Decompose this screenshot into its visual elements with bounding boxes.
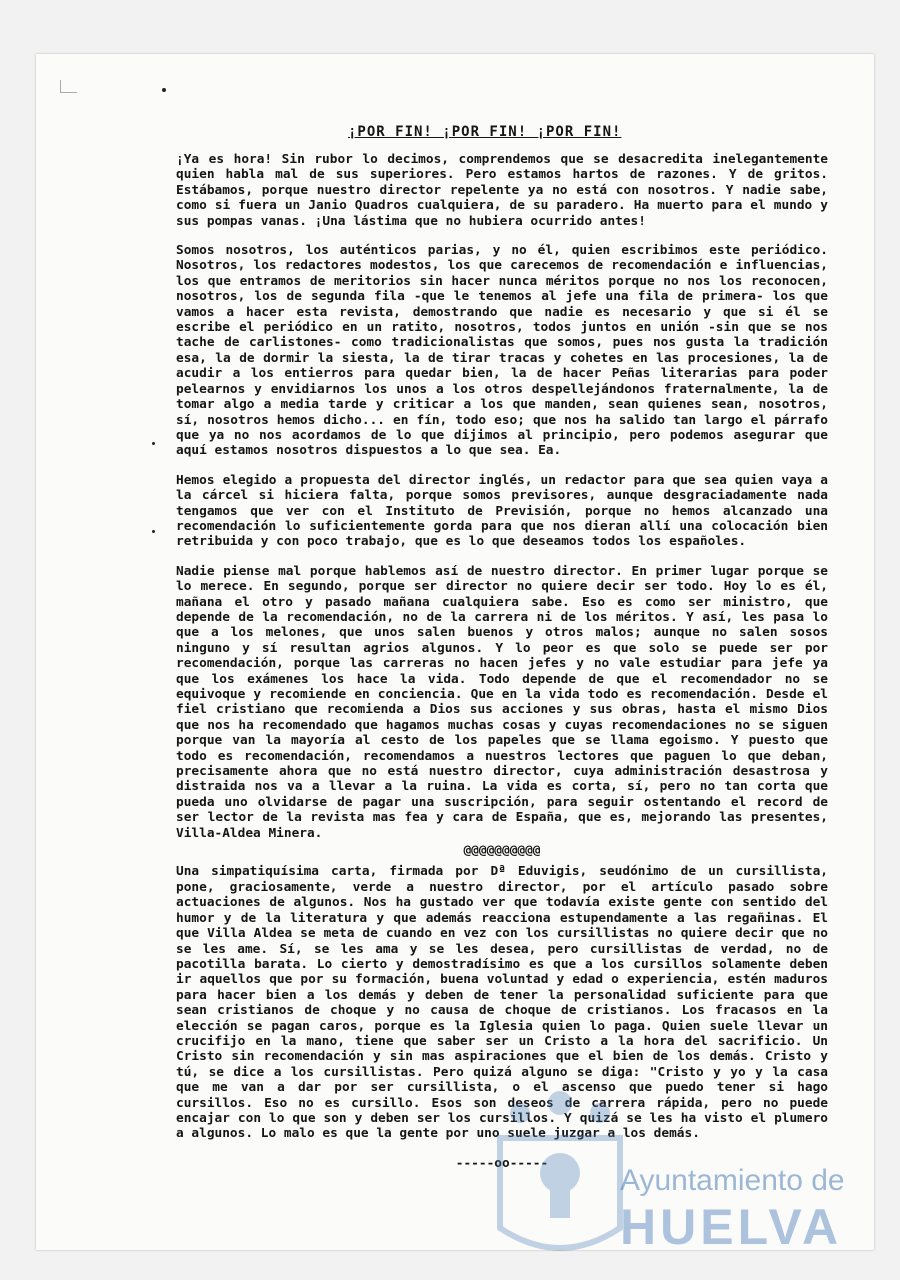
document-title: ¡POR FIN! ¡POR FIN! ¡POR FIN! (348, 124, 622, 140)
watermark-title: Ayuntamiento de (620, 1164, 845, 1197)
section-separator: @@@@@@@@@@ (463, 843, 541, 859)
corner-mark (60, 80, 77, 93)
document-body (176, 152, 828, 1177)
paragraph-4: Nadie piense mal porque hablemos así de nuestro director. En primer lugar porque se lo merece. En segundo, porque ser director no quiere decir ser todo. Hoy lo es él, mañana el otro y pasado mañana cualquiera sabe. Eso es como ser ministro, que depende de la recomendación, no de la carrera ni de los méritos. Y así, les pasa lo que a los melones, que unos salen buenos y otros malos; aunque no salen sosos ninguno y sí resultan agrios algunos. Y lo peor es que solo se puede ser por recomendación, porque las carreras no hacen jefes y no vale estudiar para jefe ya que los exámenes los hace la vida. Todo depende de que el recomendador no se equivoque y recomiende en conciencia. Que en la vida todo es recomendación. Desde el fiel cristiano que recomienda a Dios sus acciones y sus obras, hasta el mismo Dios que nos ha recomendado que hagamos muchas cosas y cuyas recomendaciones no se siguen porque van la mayoría al cesto de los papeles que se llama egoismo. Y puesto que todo es recomendación, recomendamos a nuestros lectores que paguen lo que deban, precisamente ahora que no está nuestro director, cuya administración desastrosa y distraida nos va a llevar a la ruina. La vida es corta, sí, pero no tan corta que pueda uno olvidarse de pagar una suscripción, para seguir ostentando el record de ser lector de la revista mas fea y cara de España, que es, mejorando las presentes, Villa-Aldea Minera. (176, 563, 828, 841)
end-mark: -----oo----- (455, 1155, 549, 1171)
ink-dot (152, 530, 155, 533)
paragraph-3: Hemos elegido a propuesta del director inglés, un redactor para que sea quien vaya a la cárcel si hiciera falta, porque somos previsores, aunque desgraciadamente nada tengamos que ver con el Instituto de Previsión, porque no hemos alcanzado una recomendación lo suficientemente gorda para que nos dieran allí una colocación bien retribuida y con poco trabajo, que es lo que deseamos todos los españoles. (176, 472, 828, 550)
paragraph-5: Una simpatiquísima carta, firmada por Dª Eduvigis, seudónimo de un cursillista, pone, graciosamente, verde a nuestro director, por el artículo pasado sobre actuaciones de algunos. Nos ha gustado ver que todavía existe gente con sentido del humor y de la literatura y que además reacciona estupendamente a las regañinas. El que Villa Aldea se meta de cuando en vez con los cursillistas no quiere decir que no se les ame. Sí, se les ama y se les desea, pero cursillistas de verdad, no de pacotilla barata. Lo cierto y demostradísimo es que a los cursillos solamente deben ir aquellos que por su formación, buena voluntad y edad o experiencia, estén maduros para hacer bien a los demás y deben de tener la personalidad suficiente para que sean cristianos de choque y no causa de choque de cristianos. Los fracasos en la elección se pagan caros, porque es la Iglesia quien lo paga. Quien suele llevar un crucifijo en la mano, tiene que saber ser un Cristo a la hora del sacrificio. Un Cristo sin recomendación y sin mas aspiraciones que el bien de los demás. Cristo y tú, se dice a los cursillistas. Pero quizá alguno se diga: "Cristo y yo y la casa que me van a dar por ser cursillista, o el ascenso que puedo tener si hago cursillos. Eso no es cursillo. Esos son deseos de carrera rápida, pero no puede encajar con lo que son y deben ser los cursillos. Y quizá se les ha visto el plumero a algunos. Lo malo es que la gente por uno suele juzgar a los demás. (176, 864, 828, 1142)
ink-dot (162, 88, 166, 92)
paragraph-1: ¡Ya es hora! Sin rubor lo decimos, comprendemos que se desacredita inelegantemente quien habla mal de sus superiores. Pero estamos hartos de razones. Y de gritos. Estábamos, porque nuestro director repelente ya no está con nosotros. Y nadie sabe, como si fuera un Janio Quadros cualquiera, de su paradero. Ha muerto para el mundo y sus pompas vanas. ¡Una lástima que no hubiera ocurrido antes! (176, 152, 828, 229)
ink-dot (152, 442, 155, 445)
paragraph-2: Somos nosotros, los auténticos parias, y no él, quien escribimos este periódico. Nosotros, los redactores modestos, los que carecemos de recomendación e influencias, los que entramos de meritorios sin hacer nunca méritos porque no nos los reconocen, nosotros, los de segunda fila -que le tenemos al jefe una fila de primera- los que vamos a hacer esta revista, demostrando que nadie es necesario y que si él se escribe el periódico en un ratito, nosotros, todos juntos en unión -sin que se nos tache de carlistones- como tradicionalistas que somos, pues nos gusta la tradición esa, la de dormir la siesta, la de tirar tracas y cohetes en las procesiones, la de acudir a los entierros para quedar bien, la de hacer Peñas literarias para poder pelearnos y envidiarnos los unos a los otros despellejándonos fraternalmente, la de tomar algo a media tarde y criticar a los que manden, sean quienes sean, nosotros, sí, nosotros hemos dicho... en fín, todo eso; que nos ha salido tan largo el párrafo que ya no nos acordamos de lo que dijimos al principio, pero podemos asegurar que aquí estamos nosotros dispuestos a lo que sea. Ea. (176, 243, 828, 459)
watermark-city: HUELVA (620, 1199, 843, 1255)
